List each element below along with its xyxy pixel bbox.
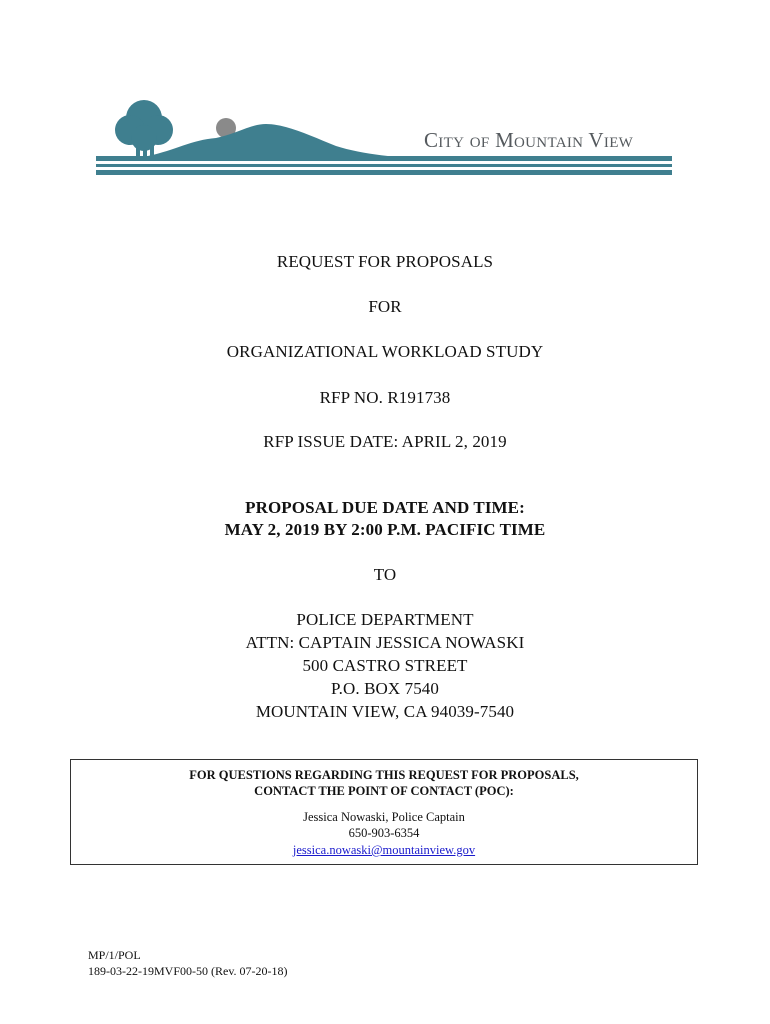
footer-code-2: 189-03-22-19MVF00-50 (Rev. 07-20-18) bbox=[88, 964, 288, 978]
footer-code-1: MP/1/POL bbox=[88, 948, 141, 962]
logo-text: City of Mountain View bbox=[424, 128, 634, 152]
contact-heading-1: FOR QUESTIONS REGARDING THIS REQUEST FOR PROPOSALS, bbox=[189, 768, 579, 782]
address-line-1: POLICE DEPARTMENT bbox=[296, 610, 474, 629]
contact-box bbox=[70, 759, 698, 865]
logo-stripe-2 bbox=[96, 164, 672, 167]
due-datetime: MAY 2, 2019 BY 2:00 P.M. PACIFIC TIME bbox=[224, 520, 546, 539]
address-line-5: MOUNTAIN VIEW, CA 94039-7540 bbox=[255, 702, 515, 721]
hills-icon bbox=[148, 124, 426, 160]
due-heading: PROPOSAL DUE DATE AND TIME: bbox=[245, 498, 525, 517]
title-line-1: REQUEST FOR PROPOSALS bbox=[276, 252, 494, 271]
contact-name: Jessica Nowaski, Police Captain bbox=[303, 810, 465, 824]
contact-heading-2: CONTACT THE POINT OF CONTACT (POC): bbox=[254, 784, 514, 798]
contact-email-link[interactable]: jessica.nowaski@mountainview.gov bbox=[292, 843, 476, 857]
logo-stripe-1 bbox=[96, 156, 672, 161]
address-line-4: P.O. BOX 7540 bbox=[330, 679, 440, 698]
contact-phone: 650-903-6354 bbox=[348, 826, 420, 840]
rfp-issue-date: RFP ISSUE DATE: APRIL 2, 2019 bbox=[263, 432, 507, 451]
address-line-2: ATTN: CAPTAIN JESSICA NOWASKI bbox=[245, 633, 525, 652]
title-line-3: ORGANIZATIONAL WORKLOAD STUDY bbox=[226, 342, 544, 361]
title-line-2: FOR bbox=[368, 297, 402, 316]
rfp-number: RFP NO. R191738 bbox=[319, 388, 451, 407]
tree-icon bbox=[115, 100, 173, 160]
address-line-3: 500 CASTRO STREET bbox=[302, 656, 468, 675]
to-label: TO bbox=[373, 565, 397, 584]
logo-stripe-3 bbox=[96, 170, 672, 175]
